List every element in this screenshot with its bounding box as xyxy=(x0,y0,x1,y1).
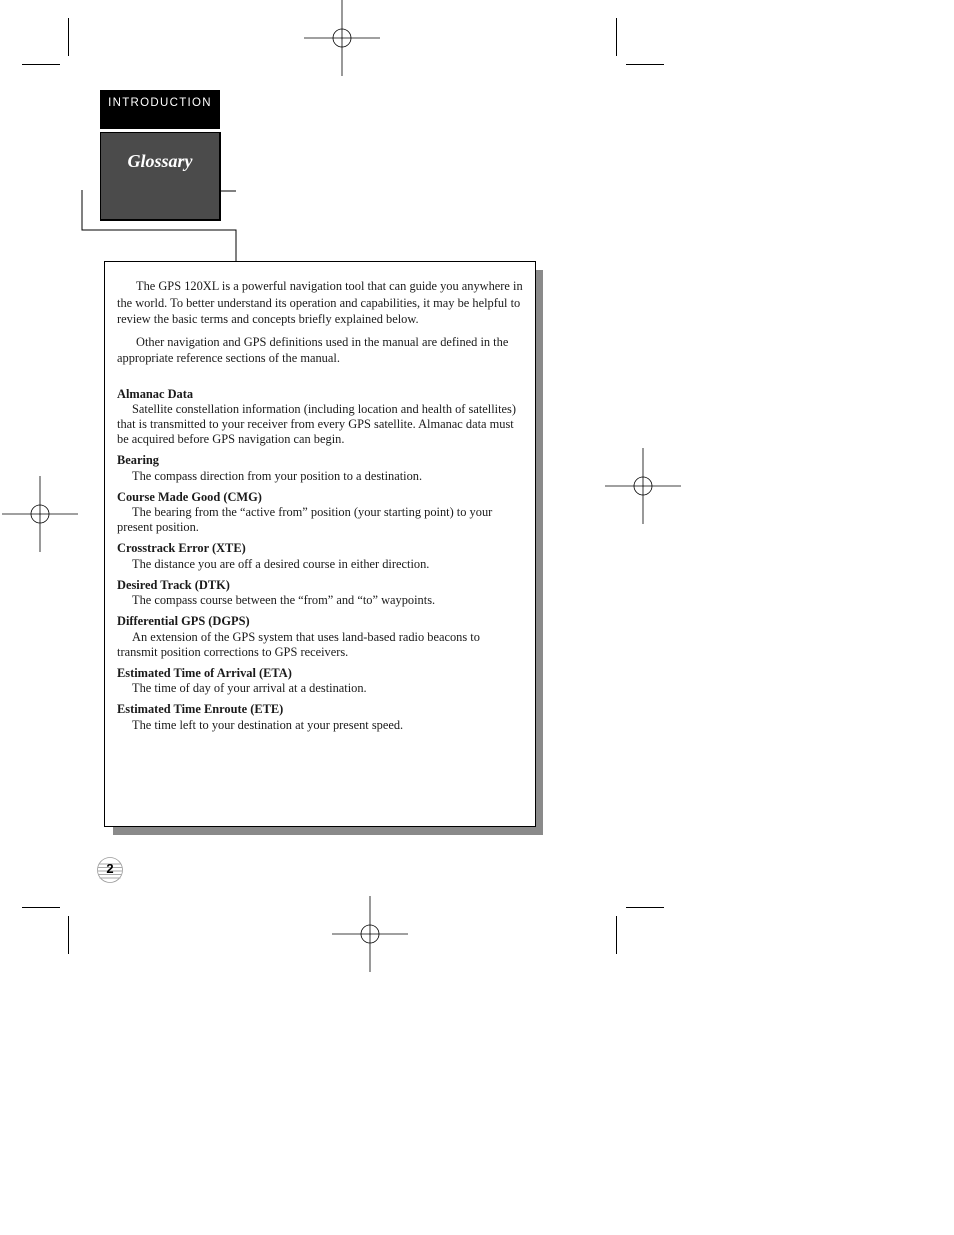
glossary-definition: The distance you are off a desired course in either direction. xyxy=(132,556,430,571)
page-title: Glossary xyxy=(127,151,193,171)
glossary-definition: The bearing from the “active from” position (your starting point) to your present position. xyxy=(117,505,493,534)
crop-mark xyxy=(22,64,60,65)
registration-mark-right xyxy=(605,448,681,524)
glossary-definition: An extension of the GPS system that uses land-based radio beacons to transmit position corrections to GPS receivers. xyxy=(117,629,480,659)
glossary-term: Estimated Time Enroute (ETE) xyxy=(117,702,284,716)
glossary-definition: The compass direction from your position to a destination. xyxy=(132,468,423,483)
content-box xyxy=(104,261,536,827)
registration-mark-bottom xyxy=(332,896,408,972)
page-number: 2 xyxy=(106,861,114,876)
glossary-definition: The compass course between the “from” and “to” waypoints. xyxy=(132,593,436,607)
crop-mark xyxy=(616,18,617,56)
glossary-definition: Satellite constellation information (including location and health of satellites) that is transmitted to your receiver from every GPS satellite. Almanac data must be acquired before GPS navigation can begin. xyxy=(117,402,517,446)
glossary-term: Course Made Good (CMG) xyxy=(117,489,262,504)
glossary-term: Estimated Time of Arrival (ETA) xyxy=(117,665,292,680)
title-box xyxy=(100,132,221,221)
intro-paragraph: The GPS 120XL is a powerful navigation tool that can guide you anywhere in the world. To better understand its operation and capabilities, it may be helpful to review the basic terms and concepts briefly explained below. xyxy=(117,279,523,326)
crop-mark xyxy=(68,916,69,954)
glossary-content xyxy=(117,278,523,738)
glossary-definition: The time left to your destination at your present speed. xyxy=(132,717,404,732)
glossary-term: Crosstrack Error (XTE) xyxy=(117,541,246,555)
glossary-term: Bearing xyxy=(117,453,159,467)
crop-mark xyxy=(68,18,69,56)
registration-mark-top xyxy=(304,0,380,76)
crop-mark xyxy=(626,907,664,908)
section-tab: INTRODUCTION xyxy=(100,90,220,129)
glossary-definition: The time of day of your arrival at a destination. xyxy=(132,681,367,695)
page-number-badge xyxy=(96,856,124,884)
crop-mark xyxy=(626,64,664,65)
glossary-term: Differential GPS (DGPS) xyxy=(117,614,250,628)
crop-mark xyxy=(616,916,617,954)
intro-paragraph: Other navigation and GPS definitions used in the manual are defined in the appropriate reference sections of the manual. xyxy=(117,334,509,365)
registration-mark-left xyxy=(2,476,78,552)
crop-mark xyxy=(22,907,60,908)
glossary-term: Almanac Data xyxy=(117,386,194,401)
glossary-term: Desired Track (DTK) xyxy=(117,577,230,592)
